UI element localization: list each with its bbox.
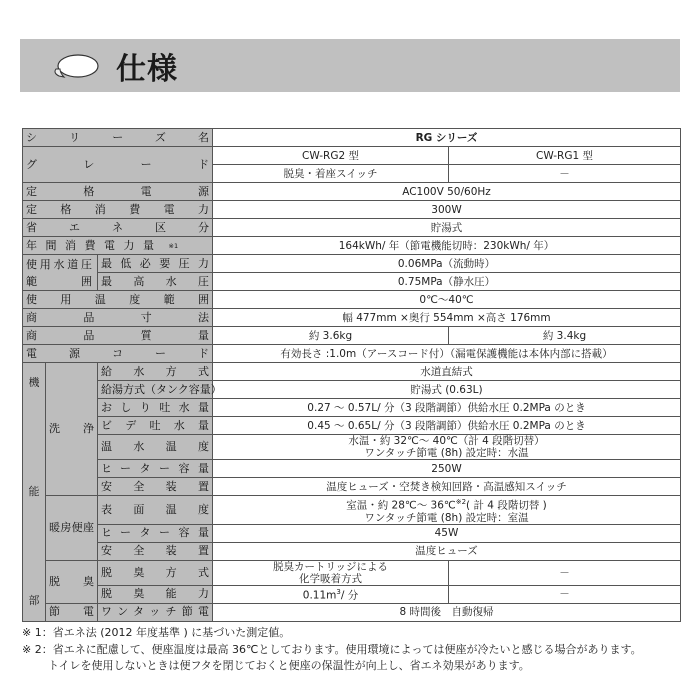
footnote-mark: ※1: [168, 241, 179, 250]
cell: 0℃～40℃: [213, 291, 681, 309]
table-row: [23, 460, 681, 478]
group-label-wash: 洗浄: [46, 363, 98, 496]
table-row: [23, 363, 681, 381]
row-label: ヒーター容量: [98, 460, 213, 478]
footnote-2-continued: トイレを使用しないときは便フタを閉じておくと便座の保温性が向上し、省エネ効果があります。: [48, 659, 530, 672]
label-char: 能: [28, 484, 40, 498]
cell: 250W: [213, 460, 681, 478]
row-label: 給水方式: [98, 363, 213, 381]
text: / 分: [340, 589, 359, 602]
table-row: [23, 345, 681, 363]
footnote-2: ※ 2：省エネに配慮して、便座温度は最高 36℃としております。使用環境によっては便座が冷たいと感じる場合があります。: [22, 643, 642, 656]
label-text: 年間消費電力量: [26, 238, 163, 252]
spec-table: [22, 128, 681, 622]
cell: 164kWh/ 年（節電機能切時：230kWh/ 年）: [213, 237, 681, 255]
table-row: [23, 435, 681, 460]
label-char: 部: [28, 593, 40, 607]
cell-line: [217, 496, 676, 512]
cell: 温度ヒューズ・空焚き検知回路・高温感知スイッチ: [213, 478, 681, 496]
cell: 貯湯式: [213, 219, 681, 237]
table-row: [23, 585, 681, 603]
page-title: 仕様: [116, 51, 178, 87]
group-label-deodor: 脱臭: [46, 560, 98, 603]
cell: 0.75MPa（静水圧）: [213, 273, 681, 291]
footnote-mark: ※2: [455, 498, 467, 506]
row-label: 電源コード: [23, 345, 213, 363]
cell-line: 水温・約 32℃～ 40℃（計 4 段階切替）: [348, 435, 545, 447]
row-label: 安全装置: [98, 478, 213, 496]
text: 室温・約 28℃～ 36℃: [346, 499, 456, 512]
row-label: 安全装置: [98, 542, 213, 560]
footnote-1: ※ 1：省エネ法 (2012 年度基準 ) に基づいた測定値。: [22, 626, 291, 639]
row-label: 温水温度: [98, 435, 213, 460]
row-label: 最高水圧: [98, 273, 213, 291]
cell-line: ワンタッチ節電 (8h) 設定時：水温: [364, 447, 529, 459]
cell: 8 時間後 自動復帰: [213, 603, 681, 621]
table-row: [23, 496, 681, 525]
table-row: [23, 542, 681, 560]
cell: 水道直結式: [213, 363, 681, 381]
row-label: 表面温度: [98, 496, 213, 525]
row-label: 使用水道圧範囲: [23, 255, 98, 291]
cell-line: 化学吸着方式: [299, 572, 362, 585]
table-row: [23, 417, 681, 435]
table-row: [23, 273, 681, 291]
cell: [213, 435, 681, 460]
row-label: 脱臭能力: [98, 585, 213, 603]
cell: 脱臭・着座スイッチ: [213, 165, 449, 183]
row-label: ヒーター容量: [98, 524, 213, 542]
cell: 0.06MPa（流動時）: [213, 255, 681, 273]
cell: CW-RG2 型: [213, 147, 449, 165]
row-label: 商品質量: [23, 327, 213, 345]
row-label: 定格消費電力: [23, 201, 213, 219]
cell: －: [449, 585, 681, 603]
row-label: 使用温度範囲: [23, 291, 213, 309]
cell: 貯湯式 (0.63L): [213, 381, 681, 399]
cell: －: [449, 165, 681, 183]
cell: 温度ヒューズ: [213, 542, 681, 560]
label-char: 機: [28, 375, 40, 389]
table-row: [23, 255, 681, 273]
table-row: [23, 219, 681, 237]
toilet-seat-icon: [50, 51, 100, 81]
table-row: [23, 237, 681, 255]
cell: 300W: [213, 201, 681, 219]
cell: RG シリーズ: [213, 129, 681, 147]
row-label: グレード: [23, 147, 213, 183]
row-label: 商品寸法: [23, 309, 213, 327]
cell: 約 3.6kg: [213, 327, 449, 345]
cell-line: 脱臭カートリッジによる: [272, 560, 389, 573]
cell: 有効長さ :1.0m（アースコード付）（漏電保護機能は本体内部に搭載）: [213, 345, 681, 363]
table-row: [23, 129, 681, 147]
table-row: [23, 201, 681, 219]
table-row: [23, 381, 681, 399]
row-label: ワンタッチ節電: [98, 603, 213, 621]
cell: [213, 496, 681, 525]
text: ( 計 4 段階切替 ): [466, 499, 547, 512]
cell: AC100V 50/60Hz: [213, 183, 681, 201]
cell: 45W: [213, 524, 681, 542]
cell: 0.45 ～ 0.65L/ 分（3 段階調節）供給水圧 0.2MPa のとき: [213, 417, 681, 435]
row-label: シリーズ名: [23, 129, 213, 147]
row-label: 定格電源: [23, 183, 213, 201]
superscript: 3: [336, 588, 341, 597]
table-row: [23, 183, 681, 201]
cell: －: [449, 560, 681, 585]
table-row: [23, 603, 681, 621]
row-label: 省エネ区分: [23, 219, 213, 237]
row-label: [23, 237, 213, 255]
group-label-seat: 暖房便座: [46, 496, 98, 561]
title-band: [20, 39, 680, 92]
table-row: [23, 560, 681, 585]
cell: CW-RG1 型: [449, 147, 681, 165]
row-label: ビデ吐水量: [98, 417, 213, 435]
cell: [213, 585, 449, 603]
table-row: [23, 291, 681, 309]
row-label: おしり吐水量: [98, 399, 213, 417]
cell: 幅 477mm ×奥行 554mm ×高さ 176mm: [213, 309, 681, 327]
table-row: [23, 309, 681, 327]
cell-line: ワンタッチ節電 (8h) 設定時：室温: [364, 511, 529, 524]
text: 0.11m: [302, 589, 337, 602]
row-label: 脱臭方式: [98, 560, 213, 585]
row-label: 最低必要圧力: [98, 255, 213, 273]
table-row: [23, 327, 681, 345]
function-section-label: [23, 363, 46, 622]
group-label-save: 節電: [46, 603, 98, 621]
cell: [213, 560, 449, 585]
table-row: [23, 147, 681, 165]
cell: 約 3.4kg: [449, 327, 681, 345]
table-row: [23, 524, 681, 542]
row-label: 給湯方式（タンク容量）: [98, 381, 213, 399]
cell: 0.27 ～ 0.57L/ 分（3 段階調節）供給水圧 0.2MPa のとき: [213, 399, 681, 417]
table-row: [23, 399, 681, 417]
table-row: [23, 478, 681, 496]
